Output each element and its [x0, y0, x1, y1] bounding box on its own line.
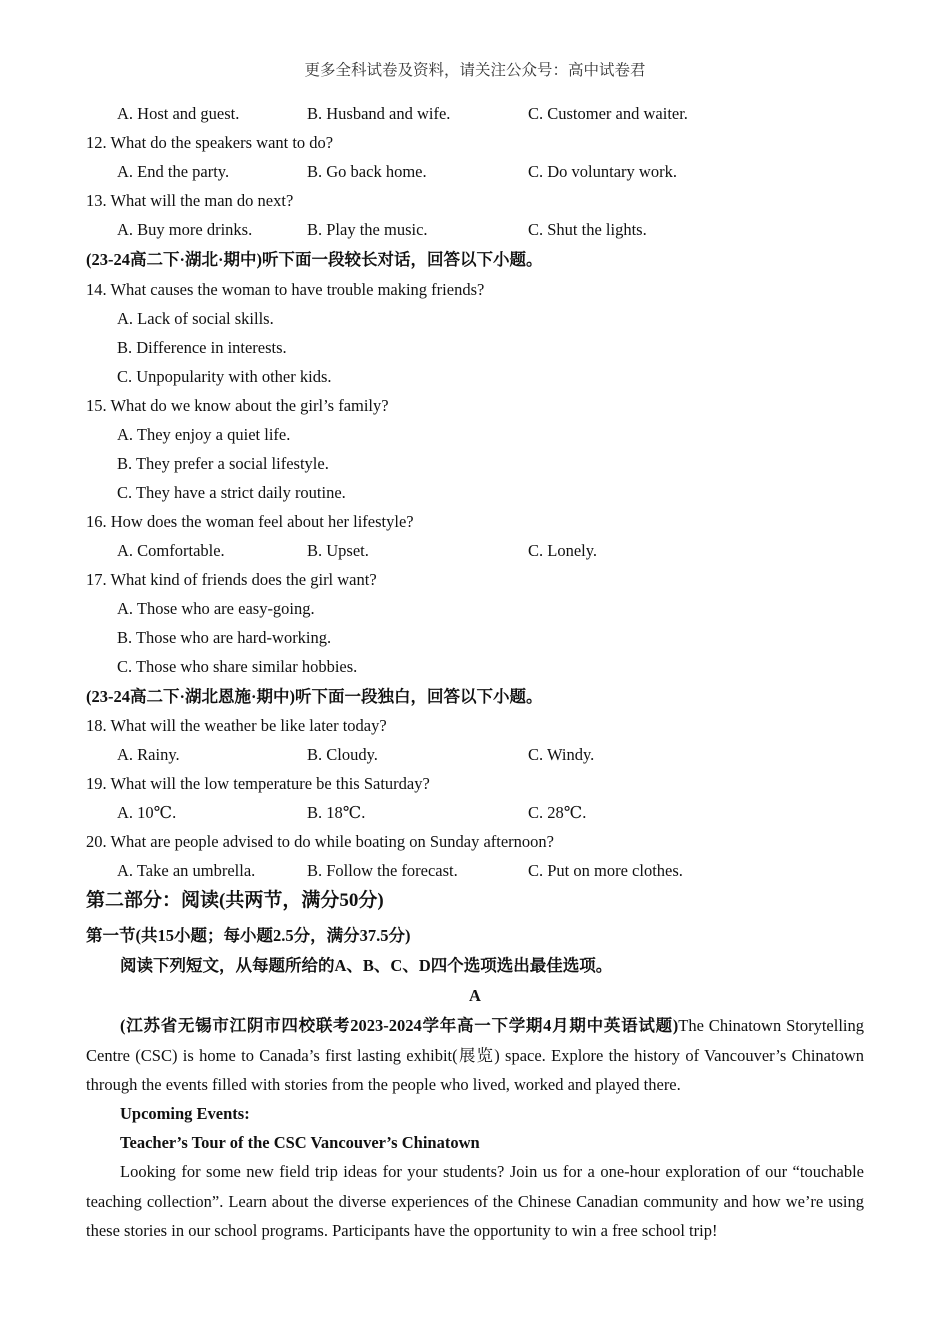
q17-stem: 17. What kind of friends does the girl want? [86, 570, 377, 589]
passage-intro-paragraph [86, 1011, 864, 1100]
q12-option-a: A. End the party. [117, 162, 230, 181]
q13-option-c: C. Shut the lights. [528, 220, 647, 239]
q19-option-b: B. 18℃. [307, 803, 366, 822]
section-monologue-heading: (23-24高二下·湖北恩施·期中)听下面一段独白，回答以下小题。 [86, 687, 543, 706]
q18-option-c: C. Windy. [528, 745, 595, 764]
section1-title: 第一节(共15小题；每小题2.5分，满分37.5分) [86, 926, 411, 945]
q18-option-a: A. Rainy. [117, 745, 180, 764]
q14-stem: 14. What causes the woman to have trouble making friends? [86, 280, 485, 299]
q16-stem: 16. How does the woman feel about her lifestyle? [86, 512, 414, 531]
q18-stem: 18. What will the weather be like later today? [86, 716, 387, 735]
upcoming-events-heading: Upcoming Events: [120, 1104, 250, 1123]
q12-option-c: C. Do voluntary work. [528, 162, 677, 181]
q14-option-b: B. Difference in interests. [117, 338, 287, 357]
q17-option-b: B. Those who are hard-working. [117, 628, 332, 647]
q15-stem: 15. What do we know about the girl’s family? [86, 396, 389, 415]
section-dialog-heading: (23-24高二下·湖北·期中)听下面一段较长对话，回答以下小题。 [86, 250, 543, 269]
q15-option-c: C. They have a strict daily routine. [117, 483, 346, 502]
q15-option-a: A. They enjoy a quiet life. [117, 425, 291, 444]
q11-option-b: B. Husband and wife. [307, 104, 451, 123]
passage-letter: A [469, 986, 481, 1005]
q15-option-b: B. They prefer a social lifestyle. [117, 454, 329, 473]
q11-option-a: A. Host and guest. [117, 104, 240, 123]
reading-instruction: 阅读下列短文，从每题所给的A、B、C、D四个选项选出最佳选项。 [120, 956, 613, 975]
q17-option-a: A. Those who are easy-going. [117, 599, 315, 618]
q16-option-a: A. Comfortable. [117, 541, 225, 560]
q19-option-a: A. 10℃. [117, 803, 177, 822]
q19-option-c: C. 28℃. [528, 803, 587, 822]
event-title: Teacher’s Tour of the CSC Vancouver’s Chinatown [120, 1133, 480, 1152]
page-header: 更多全科试卷及资料，请关注公众号：高中试卷君 [304, 62, 646, 79]
q19-stem: 19. What will the low temperature be this Saturday? [86, 774, 430, 793]
part2-title: 第二部分：阅读(共两节，满分50分) [86, 890, 384, 911]
q20-option-c: C. Put on more clothes. [528, 861, 683, 880]
q20-option-b: B. Follow the forecast. [307, 861, 458, 880]
q18-option-b: B. Cloudy. [307, 745, 378, 764]
q16-option-c: C. Lonely. [528, 541, 598, 560]
q12-option-b: B. Go back home. [307, 162, 427, 181]
q13-option-b: B. Play the music. [307, 220, 428, 239]
passage-source: (江苏省无锡市江阴市四校联考2023-2024学年高一下学期4月期中英语试题) [120, 1016, 679, 1035]
q12-stem: 12. What do the speakers want to do? [86, 133, 334, 152]
q13-option-a: A. Buy more drinks. [117, 220, 253, 239]
q17-option-c: C. Those who share similar hobbies. [117, 657, 358, 676]
q11-option-c: C. Customer and waiter. [528, 104, 688, 123]
event-body-paragraph: Looking for some new field trip ideas for your students? Join us for a one-hour exploration of our “touchable teaching collection”. Learn about the diverse experiences of the Chinese Canadian community and how we’re using these stories in our school programs. Participants have the opportunity to win a free school trip! [86, 1162, 864, 1240]
q20-stem: 20. What are people advised to do while boating on Sunday afternoon? [86, 832, 554, 851]
q14-option-a: A. Lack of social skills. [117, 309, 274, 328]
q20-option-a: A. Take an umbrella. [117, 861, 256, 880]
q14-option-c: C. Unpopularity with other kids. [117, 367, 332, 386]
q13-stem: 13. What will the man do next? [86, 191, 294, 210]
passage-intro-text: The Chinatown Storytelling Centre (CSC) is home to Canada’s first lasting exhibit(展览) space. Explore the history of Vancouver’s Chinatown through the events filled with stories from the people who lived, worked and played there. [86, 1016, 864, 1094]
q16-option-b: B. Upset. [307, 541, 369, 560]
